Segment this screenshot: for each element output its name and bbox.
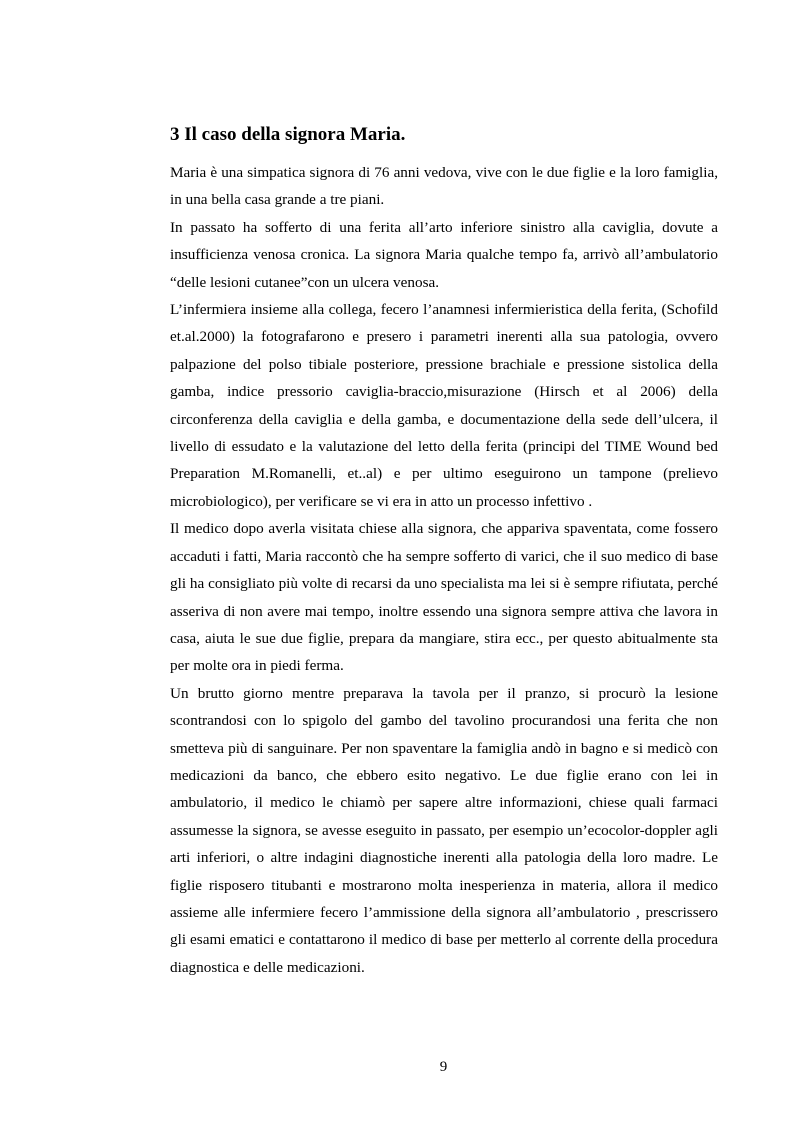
paragraph-assessment: L’infermiera insieme alla collega, fecero l’anamnesi infermieristica della ferita, (Schofild et.al.2000) la fotografarono e presero i parametri inerenti alla sua patologia, ovvero palpazione del polso tibiale posteriore, pressione brachiale e pressione sistolica della gamba, indice pressorio caviglia-braccio,misurazione (Hirsch et al 2006) della circonferenza della caviglia e della gamba, e documentazione della sede dell’ulcera, il livello di essudato e la valutazione del letto della ferita (principi del TIME Wound bed Preparation M.Romanelli, et..al) e per ultimo eseguirono un tampone (prelievo microbiologico), per verificare se vi era in atto un processo infettivo . — [170, 301, 718, 510]
paragraph-history: In passato ha sofferto di una ferita all’arto inferiore sinistro alla caviglia, dovute a insufficienza venosa cronica. La signora Maria qualche tempo fa, arrivò all’ambulatorio “delle lesioni cutanee”con un ulcera venosa. — [170, 218, 718, 291]
section-heading: 3 Il caso della signora Maria. — [170, 124, 406, 145]
paragraph-injury: Un brutto giorno mentre preparava la tavola per il pranzo, si procurò la lesione scontrandosi con lo spigolo del gambo del tavolino procurandosi una ferita che non smetteva più di sanguinare. Per non spaventare la famiglia andò in bagno e si medicò con medicazioni da banco, che ebbero esito negativo. Le due figlie erano con lei in ambulatorio, il medico le chiamò per sapere altre informazioni, chiese quali farmaci assumesse la signora, se avesse eseguito in passato, per esempio un’ecocolor-doppler agli arti inferiori, o altre indagini diagnostiche inerenti alla patologia della loro madre. Le figlie risposero titubanti e mostrarono molta inesperienza in materia, allora il medico assieme alle infermiere fecero l’ammissione della signora all’ambulatorio , prescrissero gli esami ematici e contattarono il medico di base per metterlo al corrente della procedura diagnostica e delle medicazioni. — [170, 684, 718, 976]
paragraph-doctor-visit: Il medico dopo averla visitata chiese alla signora, che appariva spaventata, come fossero accaduti i fatti, Maria raccontò che ha sempre sofferto di varici, che il suo medico di base gli ha consigliato più volte di recarsi da uno specialista ma lei si è sempre rifiutata, perché asseriva di non avere mai tempo, inoltre essendo una signora sempre attiva che lavora in casa, aiuta le sue due figlie, prepara da mangiare, stira ecc., per questo abitualmente sta per molte ora in piedi ferma. — [170, 520, 718, 675]
paragraph-intro: Maria è una simpatica signora di 76 anni vedova, vive con le due figlie e la loro famiglia, in una bella casa grande a tre piani. — [170, 164, 718, 209]
body-text — [170, 159, 718, 981]
page-number: 9 — [439, 1059, 448, 1075]
